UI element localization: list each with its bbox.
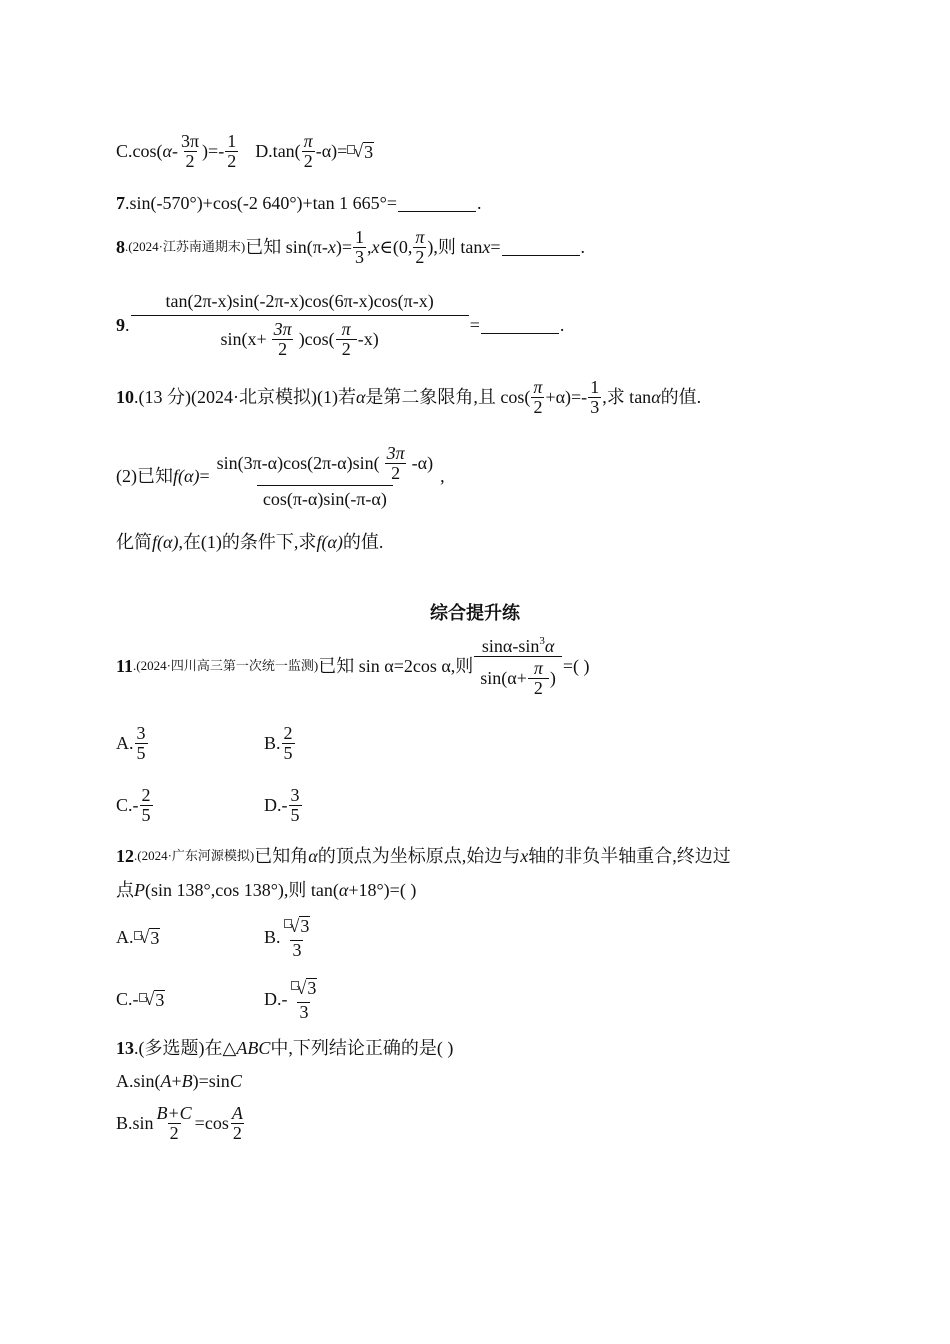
question-10-part-2: (2)已知 f(α) = sin(3π-α)cos(2π-α)sin( $\frac{3\pi}{2}$ -α) cos(π-α)sin(-π-α) ,	[116, 443, 445, 509]
option-a[interactable]: A. √ 3	[116, 927, 160, 949]
question-13-option-a[interactable]: A.sin( A + B )=sin C	[116, 1071, 242, 1091]
option-c[interactable]: C.- $\frac{2}{5}$	[116, 785, 151, 825]
fraction: √ 3 3	[282, 916, 313, 960]
section-title: 综合提升练	[430, 603, 520, 624]
option-d[interactable]: D.- √ 3 3	[264, 978, 320, 1022]
question-11-options-ab	[116, 724, 840, 763]
option-b[interactable]: B. √ 3 3	[264, 916, 313, 960]
sqrt-symbol: √ 3	[284, 916, 311, 936]
answer-blank[interactable]	[502, 239, 580, 256]
question-12-line-2: 点 P (sin 138°,cos 138°),则 tan( α +18°)=( )	[116, 880, 417, 900]
fraction: $\frac{1}{3}$	[590, 377, 600, 417]
fraction: $\frac{3\pi}{2}$	[273, 318, 292, 359]
fraction: $\frac{3}{5}$	[290, 785, 300, 825]
fraction: $\frac{\pi}{2}$	[336, 320, 357, 359]
sqrt-symbol: √ 3	[347, 141, 374, 162]
fraction: $\frac{2}{5}$	[283, 723, 293, 763]
question-11: 11 .(2024·四川高三第一次统一监测) 已知 sin α=2cos α,则 sinα-$\sin^3\alpha$ sin(α+ $\frac{\pi}{2}$ ) =( )	[116, 635, 590, 698]
answer-blank[interactable]	[481, 317, 559, 334]
question-9: 9 . tan(2π-x)sin(-2π-x)cos(6π-x)cos(π-x) sin(x+ $\frac{3\pi}{2}$ )cos( $\frac{\pi}{2}$ -x) = .	[116, 291, 565, 359]
sqrt-symbol: √ 3	[291, 978, 318, 998]
fraction: $\frac{\pi}{2}$	[533, 377, 543, 417]
option-a[interactable]: A. $\frac{3}{5}$	[116, 723, 146, 763]
fraction: $\frac{\pi}{2}$	[528, 659, 549, 698]
fraction: $\frac{3\pi}{2}$	[180, 131, 200, 171]
numerator: sinα-$\sin^3\alpha$	[481, 635, 555, 656]
question-10-part-2-line-2: 化简 f(α) ,在(1)的条件下,求 f(α) 的值.	[116, 532, 384, 552]
q6-options-cd	[116, 132, 840, 171]
fraction: $\frac{1}{3}$	[355, 227, 364, 267]
question-8: 8 .(2024·江苏南通期末) 已知 sin(π- x )= $\frac{1}{3}$ , x ∈(0, $\frac{\pi}{2}$ ),则 tan x = .	[116, 227, 585, 267]
fraction: $\frac{1}{2}$	[227, 131, 237, 171]
fraction: $\frac{B+C}{2}$	[156, 1103, 192, 1143]
fraction: $\frac{2}{5}$	[141, 785, 151, 825]
question-7: 7 .sin(-570°)+cos(-2 640°)+tan 1 665°= .	[116, 193, 482, 213]
fraction: $\frac{\pi}{2}$	[415, 227, 425, 267]
fraction: $\frac{3\pi}{2}$	[386, 443, 405, 483]
question-12-options-cd	[116, 978, 840, 1022]
fraction: $\frac{A}{2}$	[231, 1103, 243, 1143]
q6-option-c: C.cos( α - $\frac{3\pi}{2}$ )=- $\frac{1}{2}$	[116, 131, 237, 171]
fraction: $\frac{\pi}{2}$	[303, 131, 313, 171]
option-d[interactable]: D.- $\frac{3}{5}$	[264, 785, 300, 825]
sqrt-symbol: √ 3	[139, 989, 166, 1010]
question-12-line-1: 12 .(2024·广东河源模拟) 已知角 α 的顶点为坐标原点,始边与 x 轴的非负半轴重合,终边过	[116, 846, 731, 866]
question-10-part-1: 10 .(13 分)(2024·北京模拟)(1)若 α 是第二象限角,且 cos( $\frac{\pi}{2}$ +α)=- $\frac{1}{3}$ ,求 tan α 的值.	[116, 377, 702, 417]
fraction: √ 3 3	[289, 978, 320, 1022]
fraction: sin(3π-α)cos(2π-α)sin( $\frac{3\pi}{2}$ -α) cos(π-α)sin(-π-α)	[211, 444, 439, 509]
numerator: sin(3π-α)cos(2π-α)sin( $\frac{3\pi}{2}$ -α)	[216, 443, 434, 483]
fraction: $\frac{3}{5}$	[136, 723, 146, 763]
question-11-options-cd	[116, 786, 840, 825]
option-b[interactable]: B. $\frac{2}{5}$	[264, 723, 293, 763]
question-13-option-b[interactable]: B.sin $\frac{B+C}{2}$ =cos $\frac{A}{2}$	[116, 1103, 243, 1143]
sqrt-symbol: √ 3	[134, 927, 161, 948]
question-13: 13 .(多选题)在△ ABC 中,下列结论正确的是( )	[116, 1038, 454, 1058]
fraction	[474, 636, 562, 698]
answer-blank[interactable]	[398, 195, 476, 212]
question-12-options-ab	[116, 916, 840, 960]
denominator: sin(α+ $\frac{\pi}{2}$ )	[474, 656, 562, 698]
option-c[interactable]: C.- √ 3	[116, 989, 165, 1011]
q6-option-d: D.tan( $\frac{\pi}{2}$ -α)= √ 3	[255, 131, 374, 171]
denominator: sin(x+ $\frac{3\pi}{2}$ )cos( $\frac{\pi}{2}$ -x)	[131, 315, 469, 359]
fraction: tan(2π-x)sin(-2π-x)cos(6π-x)cos(π-x) sin(x+ $\frac{3\pi}{2}$ )cos( $\frac{\pi}{2}$ -x)	[131, 292, 469, 359]
